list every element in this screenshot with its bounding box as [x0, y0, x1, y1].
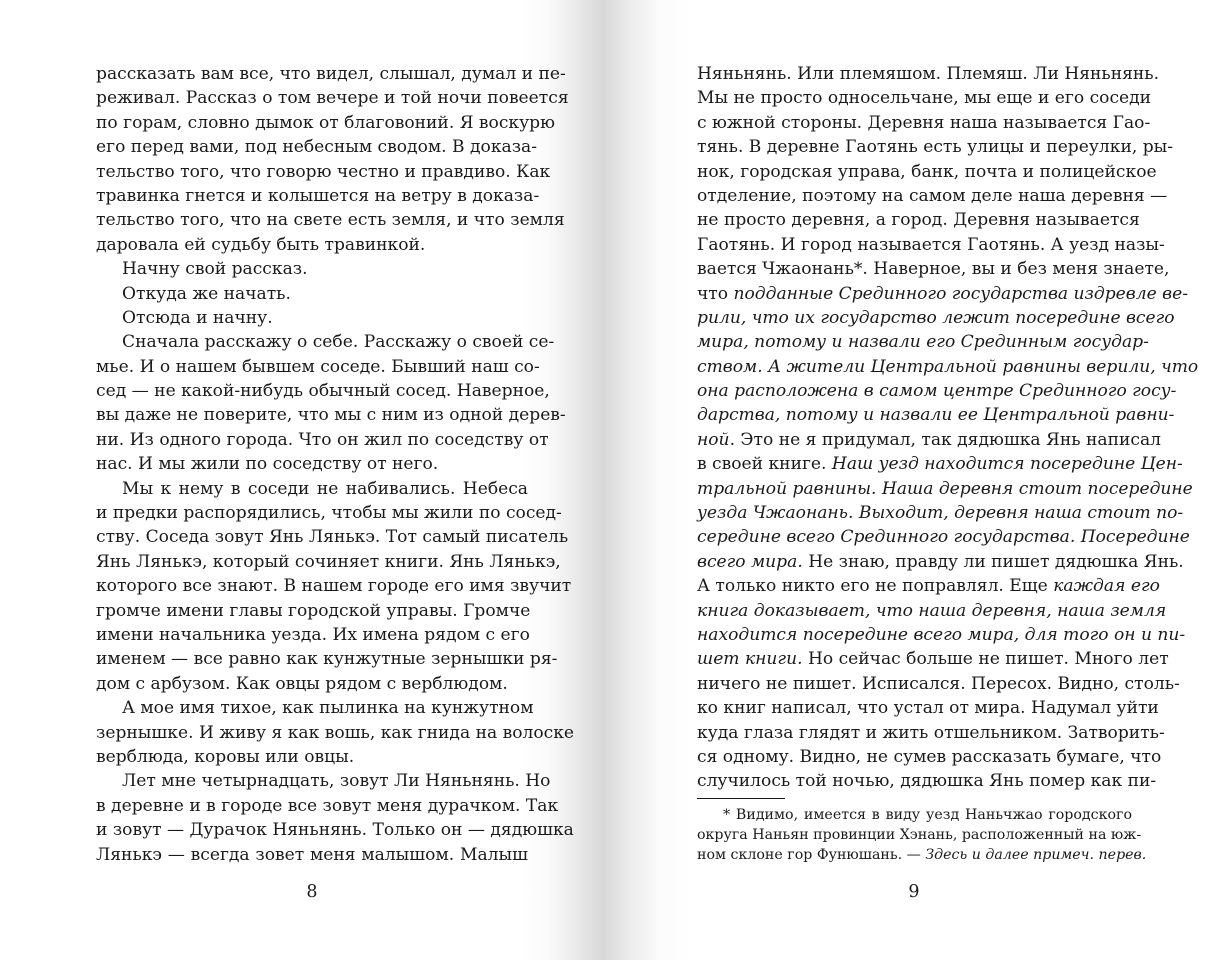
text-line: Янь Лянькэ, который сочиняет книги. Янь Лянькэ,: [96, 551, 561, 572]
text-line: [697, 599, 1167, 623]
text-span: А только никто его не поправлял. Еще: [697, 576, 1054, 597]
text-line: [697, 672, 1180, 696]
text-span: не просто деревня, а город. Деревня называется: [697, 210, 1140, 231]
text-line: дом с арбузом. Как овцы рядом с верблюдом.: [96, 673, 508, 694]
italic-text: Здесь и далее примеч. перев.: [925, 847, 1147, 863]
text-line: [697, 233, 1165, 257]
italic-text: всего мира.: [697, 551, 803, 572]
text-span: тянь. В деревне Гаотянь есть улицы и переулки, ры-: [697, 137, 1174, 158]
text-line: [697, 501, 1184, 525]
text-line: [697, 135, 1174, 159]
italic-text: подданные Срединного государства издревле ве-: [733, 283, 1188, 304]
text-line: Начну свой рассказ.: [122, 259, 308, 280]
page-number-left: 8: [306, 882, 318, 902]
italic-text: рили, что их государство лежит посередине всего: [697, 307, 1175, 328]
footnote: [697, 798, 1147, 865]
text-line: и зовут — Дурачок Няньнянь. Только он — дядюшка: [96, 820, 574, 841]
text-line: по горам, словно дымок от благовоний. Я воскурю: [96, 112, 555, 133]
text-line: [697, 550, 1184, 574]
text-line: имени начальника уезда. Их имена рядом с его: [96, 624, 530, 645]
left-page-text: [96, 62, 575, 867]
text-line: ству. Соседа зовут Янь Лянькэ. Тот самый писатель: [96, 527, 569, 548]
right-page-text: [697, 62, 1199, 794]
text-line: Отсюда и начну.: [122, 307, 273, 328]
text-line: Сначала расскажу о себе. Расскажу о своей се-: [122, 332, 555, 353]
italic-text: шет книги.: [697, 649, 803, 670]
text-line: [697, 477, 1193, 501]
text-line: зернышке. И живу я как вошь, как гнида на волоске: [96, 722, 575, 743]
text-line: [697, 403, 1175, 427]
text-span: Няньнянь. Или племяшом. Племяш. Ли Няньнянь.: [697, 64, 1160, 84]
text-span: нок, городская управа, банк, почта и полицейское: [697, 161, 1157, 182]
text-line: ни. Из одного города. Что он жил по соседству от: [96, 429, 549, 450]
text-line: тельство того, что говорю честно и правдиво. Как: [96, 161, 551, 182]
text-line: именем — все равно как кунжутные зернышки ря-: [96, 649, 558, 670]
text-line: [697, 282, 1188, 306]
text-line: [697, 379, 1177, 403]
text-line: Мы к нему в соседи не набивались. Небеса: [122, 478, 528, 499]
text-span: в своей книге.: [697, 454, 832, 475]
italic-text: ной: [697, 429, 730, 450]
text-span: что: [697, 283, 734, 304]
text-span: Мы не просто односельчане, мы еще и его соседи: [697, 88, 1152, 109]
footnote-body: [697, 805, 1147, 865]
text-span: Не знаю, правду ли пишет дядюшка Янь.: [802, 551, 1184, 572]
text-line: Лянькэ — всегда зовет меня малышом. Малыш: [96, 844, 528, 865]
text-line: [697, 111, 1151, 135]
text-span: вается Чжаонань*. Наверное, вы и без меня знаете,: [697, 259, 1170, 280]
text-line: [697, 160, 1157, 184]
text-span: ся одному. Видно, не сумев рассказать бумаге, что: [697, 746, 1162, 767]
text-line: сед — не какой-нибудь обычный сосед. Наверное,: [96, 381, 550, 402]
italic-text: книга доказывает, что наша деревня, наша земля: [697, 600, 1167, 621]
text-line: мье. И о нашем бывшем соседе. Бывший наш со-: [96, 356, 540, 377]
text-line: [697, 452, 1183, 476]
italic-text: уезда Чжаонань. Выходит, деревня наша стоит по-: [697, 503, 1184, 524]
text-line: [697, 184, 1168, 208]
text-line: верблюда, коровы или овцы.: [96, 746, 355, 767]
text-line: даровала ей судьбу быть травинкой.: [96, 234, 426, 255]
text-line: в деревне и в городе все зовут меня дурачком. Так: [96, 795, 559, 816]
text-line: [697, 86, 1152, 110]
text-line: реживал. Рассказ о том вечере и той ночи повеется: [96, 88, 569, 109]
text-line: [697, 257, 1170, 281]
italic-text: каждая его: [1053, 576, 1160, 597]
text-line: травинка гнется и колышется на ветру в доказа-: [96, 185, 540, 206]
text-line: [697, 330, 1149, 354]
text-line: тельство того, что на свете есть земля, и что земля: [96, 210, 565, 231]
text-line: [697, 355, 1199, 379]
text-line: [697, 208, 1140, 232]
text-line: [697, 647, 1169, 671]
text-line: Откуда же начать.: [122, 283, 291, 304]
text-span: ко книг написал, что устал от мира. Надумал уйти: [697, 698, 1159, 719]
text-span: с южной стороны. Деревня наша называется Гао-: [697, 112, 1151, 133]
italic-text: находится посередине всего мира, для того он и пи-: [697, 624, 1186, 645]
text-line: его перед вами, под небесным сводом. В доказа-: [96, 137, 537, 158]
italic-text: Наш уезд находится посередине Цен-: [831, 454, 1183, 475]
italic-text: дарства, потому и назвали ее Центральной равни-: [697, 405, 1175, 426]
text-span: округа Наньян провинции Хэнань, расположенный на юж-: [697, 827, 1142, 843]
italic-text: мира, потому и назвали его Срединным государ-: [697, 332, 1149, 353]
text-line: нас. И мы жили по соседству от него.: [96, 454, 439, 475]
text-line: которого все знают. В нашем городе его имя звучит: [96, 576, 572, 597]
text-span: * Видимо, имеется в виду уезд Наньчжао городского: [723, 807, 1132, 823]
text-line: [697, 306, 1175, 330]
italic-text: она расположена в самом центре Срединного госу-: [697, 381, 1177, 402]
text-line: [697, 525, 1190, 549]
text-span: ничего не пишет. Исписался. Пересох. Видно, столь-: [697, 673, 1180, 694]
italic-text: середине всего Срединного государства. Посередине: [697, 527, 1190, 548]
text-line: [697, 769, 1157, 793]
text-line: рассказать вам все, что видел, слышал, думал и пе-: [96, 64, 566, 84]
text-line: [697, 428, 1161, 452]
text-span: . Это не я придумал, так дядюшка Янь написал: [729, 429, 1161, 450]
italic-text: тральной равнины. Наша деревня стоит посередине: [697, 478, 1193, 499]
text-span: отделение, поэтому на самом деле наша деревня —: [697, 185, 1168, 206]
text-line: А мое имя тихое, как пылинка на кунжутном: [122, 698, 534, 719]
text-line: громче имени главы городской управы. Громче: [96, 600, 531, 621]
text-line: [697, 696, 1159, 720]
text-span: ном склоне гор Фунюшань. —: [697, 847, 926, 863]
text-span: куда глаза глядят и жить отшельником. Затворить-: [697, 722, 1165, 743]
footnote-rule: [697, 798, 785, 799]
text-line: [697, 721, 1165, 745]
text-line: [697, 805, 1132, 825]
text-span: случилось той ночью, дядюшка Янь помер как пи-: [697, 771, 1157, 792]
text-line: [697, 623, 1186, 647]
text-line: Лет мне четырнадцать, зовут Ли Няньнянь. Но: [122, 771, 551, 792]
text-span: Гаотянь. И город называется Гаотянь. А уезд назы-: [697, 234, 1165, 255]
text-line: [697, 62, 1160, 86]
text-line: [697, 574, 1160, 598]
italic-text: ством. А жители Центральной равнины верили, что: [697, 356, 1199, 377]
text-line: и предки распорядились, чтобы мы жили по сосед-: [96, 503, 562, 524]
text-span: Но сейчас больше не пишет. Много лет: [802, 649, 1169, 670]
text-line: вы даже не поверите, что мы с ним из одной дерев-: [96, 405, 566, 426]
text-line: [697, 845, 1147, 865]
text-line: [697, 825, 1142, 845]
text-line: [697, 745, 1162, 769]
page-number-right: 9: [908, 882, 920, 902]
